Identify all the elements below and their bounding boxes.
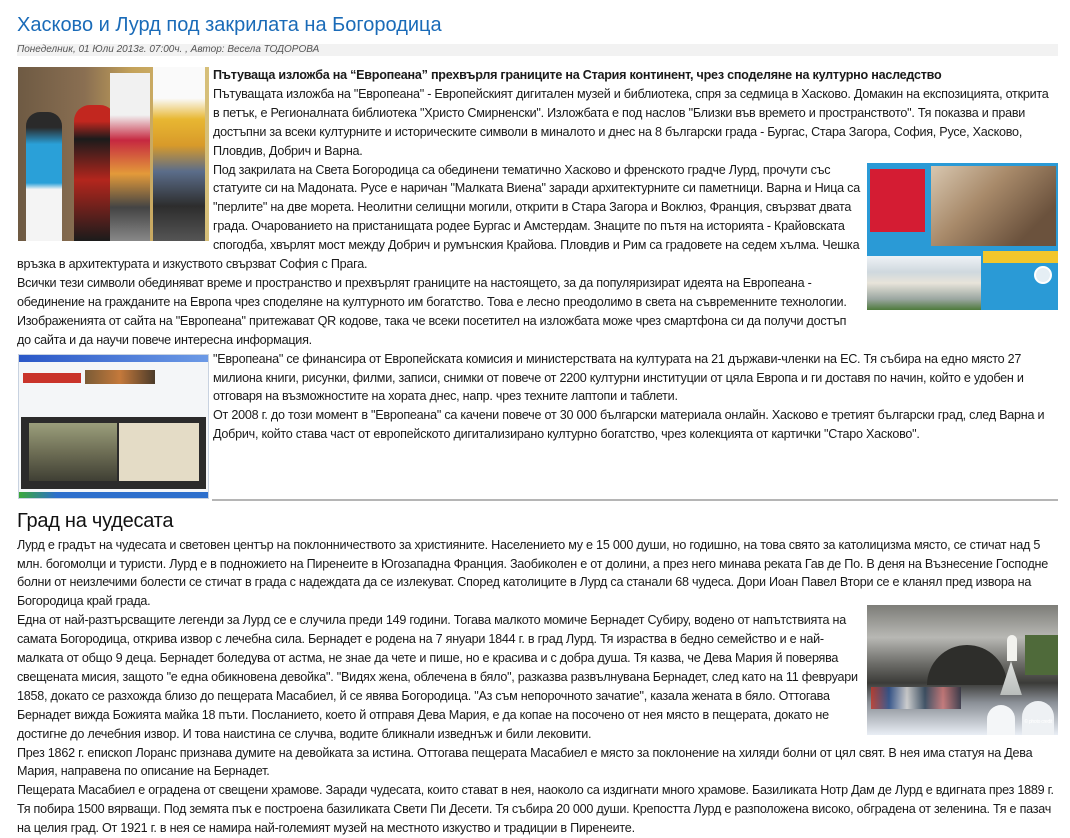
taskbar [19,492,208,498]
paragraph: Пътуващата изложба на "Европеана" - Европейският дигитален музей и библиотека, спря за седмица в Хасково. Домакин на експозицията, открита в петък, е Регионалната библиотека "Христо Смирненски". Изложбата е под наслов "Близки във времето и пространството". Тя показва и прави достъпни за всеки културните и историческите символи в миналото и днес на 8 български града - Бургас, Стара Загора, София, Русе, Хасково, Пловдив, Добрич и Варна. [213,86,1049,158]
foliage [1025,635,1058,675]
exhibition-banner [110,73,150,241]
paragraph: Една от най-разтърсващите легенди за Лурд се е случила преди 149 години. Тогава малкото момиче Бернадет Субиру, водено от напътствията на самата Богородица, открива извор с лечебна сила. Бернадет е родена на 7 януари 1844 г. в град Лурд. Тя израства в бедно семейство и е най-малката от общо 9 деца. Бернадет боледува от астма, не знае да чете и пише, но е красива и с добра душа. Тя казва, че Дева Мария й поверява свещената мисия, защото "е една обикновена девойка". "Видях жена, облечена в бяло", разказва развълнувана Бернадет, след като на 11 февруари 1858, докато се разхожда близо до пещерата Масабиел, й се явява Богородица. "Аз съм непорочното зачатие", казала жената в бяло. Оттогава Бернадет вижда Божията майка 18 пъти. Посланието, което й отправя Дева Мария, е да копае на посочено от нея място в пещерата, докато не достигне до лечебния извор. И това наистина се случва, водите бликнали изведнъж и били лековити. [17,613,858,741]
section-lourdes [17,509,1058,838]
modern-building [867,256,981,310]
paragraph: От 2008 г. до този момент в "Европеана" са качени повече от 30 000 български материала онлайн. Хасково е третият български град, след Варна и Добрич, който става част от европейското дигитализирано културно богатство, чрез колекцията от картички "Старо Хасково". [213,408,1045,442]
article-title[interactable]: Хасково и Лурд под закрилата на Богородица [17,14,442,36]
virgin-statue [1007,635,1017,661]
sofia-postcard-photo[interactable] [867,163,1058,310]
exhibition-photo[interactable] [18,67,209,241]
browser-titlebar [19,355,208,362]
paragraph: Всички тези символи обединяват време и пространство и прехвърлят границите на настоящето, за да популяризират идеята на Европеана - обединение на гражданите на Европа чрез споделяне на културното им богатство. Това е лесно преодолимо в света на съвременните технологии. Изображенията от сайта на "Европеана" притежават QR кодове, така че всеки посетител на изложбата може чрез смартфона си да получи достъп до сайта и да научи повече интересна информация. [17,275,847,347]
grotto-cave [927,645,1007,685]
nun-figure [987,705,1015,735]
paragraph: През 1862 г. епископ Лоранс признава думите на девойката за истина. Оттогава пещерата Масабиел е място за поклонение на хиляди болни от цял свят. В нея има статуя на Дева Мария, направена по описание на Бернадет. [17,745,1033,779]
paragraph: Пещерата Масабиел е оградена от свещени храмове. Заради чудесата, които стават в нея, наоколо са издигнати много храмове. Базиликата Нотр Дам де Лурд е вдигната през 1889 г. Тя побира 1500 вярващи. Под земята пък е построена базиликата Свети Пи Десети. Тя събира 20 000 души. Крепостта Лурд е разположена високо, обградена от зеленина. Тя е пазач на целия град. От 1921 г. в нея се намира най-големият музей на местното изкуство и традиции в Пиренеите. [17,783,1054,836]
exhibition-banner [153,67,205,241]
site-header-logo [23,373,81,383]
site-banner [85,370,155,384]
section-lead: Пътуваща изложба на “Европеана” прехвърля границите на Стария континент, чрез споделяне на културно наследство [213,68,942,82]
red-text-panel [870,169,925,232]
paragraph: Под закрилата на Света Богородица са обединени тематично Хасково и френското градче Лурд, прочути със статуите си на Мадоната. Русе е наричан "Малката Виена" заради архитектурните си паметници. Варна и Ница са "перлите" на две морета. Неолитни селищни могили, открити в Стара Загора и Воклюз, Франция, свързват двата града. Очарованието на пристанищата родее Бургас и Амстердам. Знаците по пътя на историята - Крайовската спогодба, хвърлят мост между Добрич и румънския Крайова. Пловдив и Рим са градовете на седем хълма. Чешка връзка в архитектурата и изкуството свързват София с Прага. [17,162,860,272]
pilgrims [871,687,961,709]
lourdes-grotto-photo[interactable] [867,605,1058,735]
woman-left-figure [26,112,62,241]
sepia-building [931,166,1056,246]
section-heading: Град на чудесата [17,509,174,532]
postcard-front [29,423,117,481]
section-divider [212,499,1058,501]
section-europeana [17,66,1058,501]
paragraph: Лурд е градът на чудесата и световен център на поклонничеството за християните. Населението му е 15 000 души, но годишно, на това свято за католицизма място, се стичат над 5 млн. богомолци и туристи. Лурд е в подножието на Пиренеите в Югозападна Франция. Заобиколен е от долини, а през него минава реката Гав де По. В деня на Възнесение Господне болни от неизлечими болести се стичат в града с надеждата да се излекуват. Според католиците в Лурд са станали 68 чудеса. Дори Иоан Павел Втори се е кланял пред извора на Богородица край града. [17,537,1049,609]
photo-credit: © photo credit [1024,719,1052,726]
yellow-caption [983,251,1058,263]
website-screenshot-photo[interactable] [18,354,209,499]
qr-code-icon [1034,266,1052,284]
postcard-back [119,423,199,481]
article-meta: Понеделник, 01 Юли 2013г. 07:00ч. , Автор: Весела ТОДОРОВА [17,44,1058,56]
paragraph: "Европеана" се финансира от Европейската комисия и министерствата на културата на 21 държави-членки на ЕС. Тя събира на едно място 27 милиона книги, рисунки, филми, записи, снимки от повече от 2200 културни институции от цяла Европа и ги доставя по начин, който е удобен и отговаря на възможностите на хората днес, напр. чрез техните лаптопи и таблети. [213,351,1024,404]
